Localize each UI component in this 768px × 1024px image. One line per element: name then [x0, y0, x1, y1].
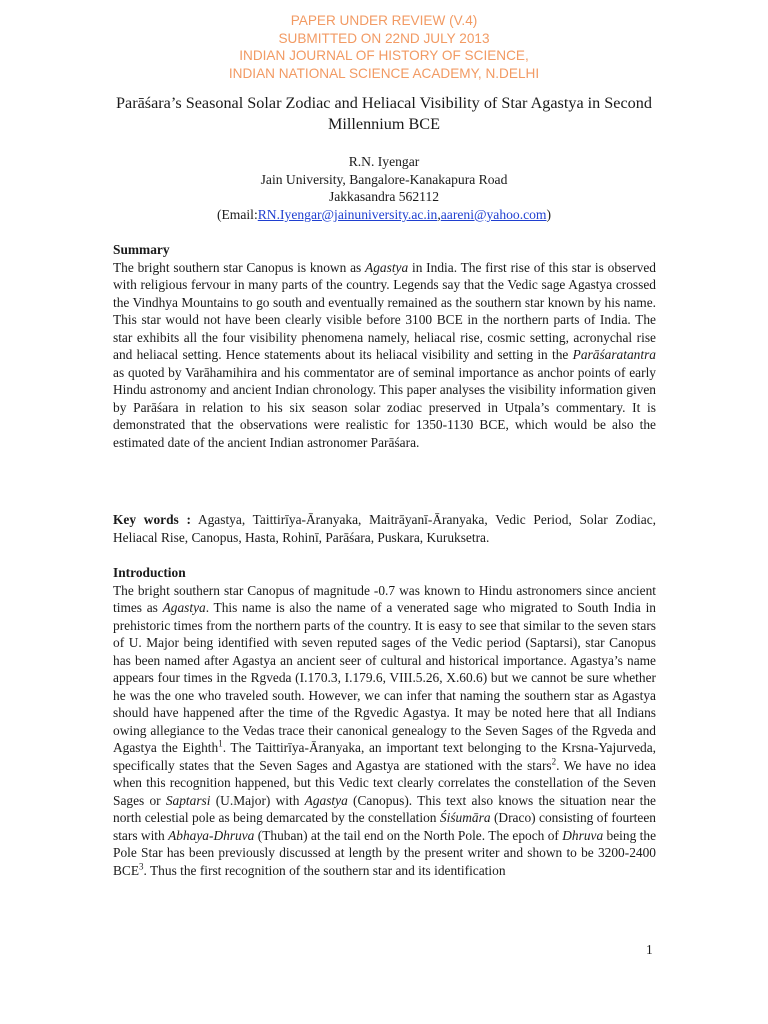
- email-suffix: ): [546, 206, 552, 222]
- intro-italic-term: Śiśumāra: [439, 810, 491, 825]
- intro-text: (Thuban) at the tail end on the North Pole. The epoch of: [254, 827, 563, 843]
- paper-title: Parāśara’s Seasonal Solar Zodiac and Heliacal Visibility of Star Agastya in Second Millennium BCE: [116, 94, 652, 133]
- intro-italic-term: Agastya: [162, 600, 206, 615]
- email-prefix: (Email:: [216, 206, 258, 222]
- header-line-journal: INDIAN JOURNAL OF HISTORY OF SCIENCE,: [239, 48, 529, 63]
- intro-text: (U.Major) with: [210, 792, 305, 808]
- summary-text: as quoted by Varāhamihira and his commentator are of seminal importance as anchor points of early Hindu astronomy and ancient Indian chronology. This paper analyses the visibility information given by Parāśara in relation to his six season solar zodiac preserved in Utpala’s commentary. It is demonstrated that the observations were realistic for 1350-1130 BCE, which would be also the estimated date of the ancient Indian astronomer Parāśara.: [113, 364, 656, 450]
- intro-text: (Draco) consisting of fourteen stars with: [113, 810, 656, 843]
- email-link-yahoo[interactable]: aareni@yahoo.com: [440, 206, 547, 222]
- author-email-line: [0, 206, 768, 224]
- page-number: 1: [646, 942, 653, 957]
- footnote-ref[interactable]: 2: [551, 756, 557, 767]
- summary-heading: Summary: [113, 242, 170, 257]
- summary-italic-term: Parāśaratantra: [572, 347, 656, 362]
- intro-text: being the Pole Star has been previously discussed at length by the present writer and shown to be 3200-2400 BCE: [113, 827, 657, 878]
- footnote-ref[interactable]: 1: [218, 738, 223, 749]
- intro-italic-term: Dhruva: [562, 827, 604, 843]
- header-line-submitted: SUBMITTED ON 22ND JULY 2013: [278, 30, 490, 46]
- intro-text: The bright southern star Canopus of magnitude -0.7 was known to Hindu astronomers since ancient times as: [113, 582, 656, 615]
- introduction-section: [113, 564, 656, 879]
- summary-paragraph: [113, 260, 656, 450]
- intro-italic-term: Agastya: [304, 792, 348, 808]
- intro-text: . We have no idea when this recognition happened, but this Vedic text clearly correlates the constellation of the Seven Sages or: [113, 757, 656, 808]
- footnote-ref[interactable]: 3: [139, 861, 144, 872]
- summary-italic-term: Agastya: [365, 259, 409, 275]
- author-address: Jakkasandra 562112: [328, 189, 440, 205]
- intro-italic-term: Saptarsi: [165, 792, 211, 808]
- author-affiliation: Jain University, Bangalore-Kanakapura Road: [260, 171, 508, 187]
- author-name: R.N. Iyengar: [348, 154, 420, 169]
- keywords-label: Key words :: [113, 512, 191, 527]
- introduction-paragraph: [113, 583, 656, 878]
- author-block: [0, 153, 768, 223]
- email-link-jain[interactable]: RN.Iyengar@jainuniversity.ac.in: [257, 206, 438, 222]
- intro-text: (Canopus). This text also knows the situation near the north celestial pole as being demarcated by the constellation: [113, 792, 656, 825]
- intro-text: . The Taittirīya-Āranyaka, an important text belonging to the Krsna-Yajurveda, specifically states that the Seven Sages and Agastya are stationed with the stars: [113, 740, 657, 773]
- intro-italic-term: Abhaya-Dhruva: [168, 827, 255, 843]
- header-line-status: PAPER UNDER REVIEW (V.4): [290, 13, 478, 28]
- intro-text: . Thus the first recognition of the southern star and its identification: [143, 862, 506, 878]
- summary-text: in India. The first rise of this star is observed with religious fervour in many parts of the country. Legends say that the Vedic sage Agastya crossed the Vindhya Mountains to go south and eventually remained as the southern star known by his name. This star would not have been clearly visible before 3100 BCE in the northern parts of India. The star exhibits all the four visibility phenomena namely, heliacal rise, cosmic setting, acronychal rise and heliacal setting. Hence statements about its heliacal visibility and setting in the: [113, 259, 656, 362]
- introduction-heading: Introduction: [113, 565, 186, 580]
- keywords-list: Agastya, Taittirīya-Āranyaka, Maitrāyanī-Āranyaka, Vedic Period, Solar Zodiac, Heliacal Rise, Canopus, Hasta, Rohinī, Parāśara, Puskara, Kuruksetra.: [113, 512, 656, 545]
- email-separator: ,: [437, 206, 441, 222]
- intro-text: . This name is also the name of a venerated sage who migrated to South India in prehistoric times from the northern parts of the country. It is easy to see that similar to the seven stars of U. Major being identified with seven reputed sages of the Vedic period (Saptarsi), star Canopus has been named after Agastya an ancient seer of cultural and historical importance. Agastya’s name appears four times in the Rgveda (I.170.3, I.179.6, VIII.5.26, X.60.6) but we cannot be sure whether he was the one who traveled south. However, we can infer that naming the southern star as Agastya should have happened after the time of the Rgvedic Agastya. It may be noted here that all Indians owing allegiance to the Vedas trace their canonical genealogy to the Seven Sages of the Rgveda and Agastya the Eighth: [113, 600, 656, 755]
- header-line-academy: INDIAN NATIONAL SCIENCE ACADEMY, N.DELHI: [228, 65, 540, 81]
- review-header: [0, 12, 768, 82]
- summary-text: The bright southern star Canopus is known as: [113, 259, 366, 275]
- keywords-section: [113, 511, 656, 546]
- summary-section: [113, 241, 656, 451]
